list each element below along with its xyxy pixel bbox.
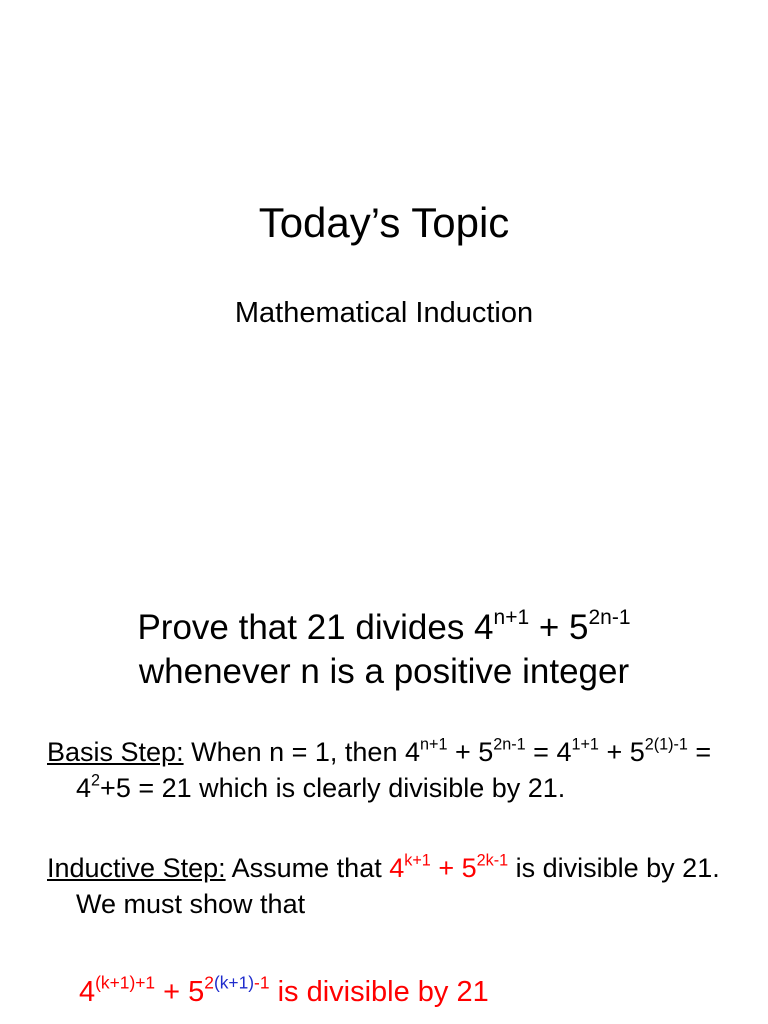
exponent: n+1 <box>420 735 448 754</box>
exponent: (k+1)+1 <box>95 972 156 993</box>
proof-statement-line-1 <box>0 606 768 650</box>
exponent-part: 2 <box>204 972 214 993</box>
inductive-text: Assume that <box>225 853 390 883</box>
basis-text: + 5 <box>598 737 645 767</box>
inductive-step <box>47 850 756 922</box>
inductive-step-label: Inductive Step: <box>47 853 226 883</box>
proof-statement-line-2: whenever n is a positive integer <box>138 652 630 691</box>
exponent: 2 <box>91 771 101 790</box>
basis-step <box>47 734 756 806</box>
exponent: 2k-1 <box>476 851 509 870</box>
slide-title: Today’s Topic <box>258 199 510 246</box>
exponent <box>204 972 269 992</box>
statement-text: + 5 <box>529 608 589 647</box>
basis-text: = 4 <box>525 737 572 767</box>
basis-text: +5 = 21 which is clearly divisible by 21. <box>100 773 566 803</box>
conclusion-statement <box>79 973 489 1011</box>
hypothesis-term: + 5 <box>430 853 477 883</box>
inductive-text: is divisible by 21. We must show that <box>76 853 720 919</box>
conclusion-term: + 5 <box>155 976 205 1008</box>
exponent-part: -1 <box>254 972 270 993</box>
basis-text: + 5 <box>447 737 494 767</box>
basis-text: = 4 <box>76 737 712 803</box>
basis-step-label: Basis Step: <box>47 737 184 767</box>
proof-statement <box>0 606 768 694</box>
exponent: 1+1 <box>571 735 599 754</box>
statement-text: Prove that 21 divides 4 <box>137 608 494 647</box>
exponent: k+1 <box>404 851 431 870</box>
exponent: 2n-1 <box>493 735 526 754</box>
conclusion-term: 4 <box>79 976 96 1008</box>
conclusion-text: is divisible by 21 <box>269 976 489 1008</box>
hypothesis-term: 4 <box>389 853 405 883</box>
exponent: n+1 <box>493 605 530 629</box>
exponent-variable: (k+1) <box>213 972 255 993</box>
basis-text: When n = 1, then 4 <box>183 737 420 767</box>
exponent: 2n-1 <box>588 605 631 629</box>
slide-subtitle: Mathematical Induction <box>234 297 534 329</box>
exponent: 2(1)-1 <box>644 735 688 754</box>
